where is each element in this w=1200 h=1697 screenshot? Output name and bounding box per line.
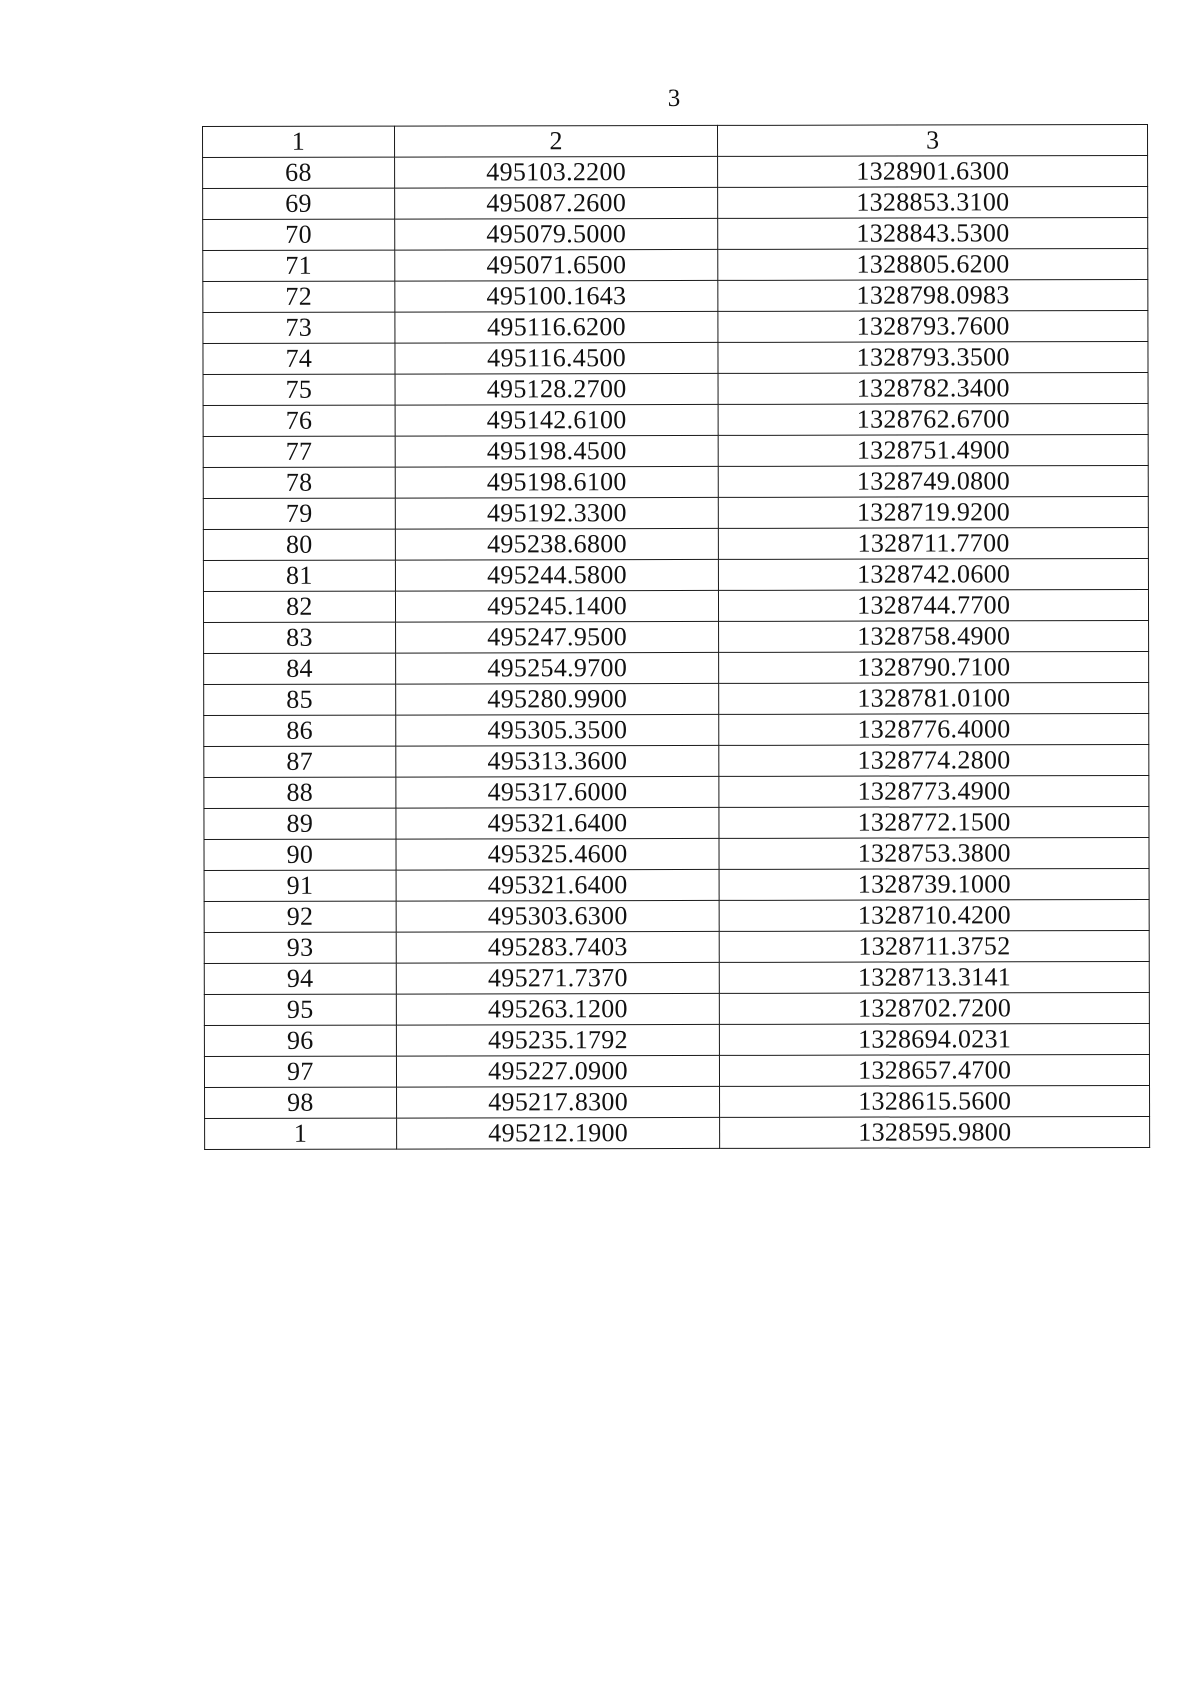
table-row xyxy=(204,993,1149,1026)
x-coordinate-cell: 495198.6100 xyxy=(395,466,719,498)
point-number-cell: 74 xyxy=(203,343,395,374)
y-coordinate-cell: 1328749.0800 xyxy=(719,466,1149,498)
y-coordinate-cell: 1328793.3500 xyxy=(718,342,1148,374)
x-coordinate-cell: 495212.1900 xyxy=(396,1117,720,1149)
x-coordinate-cell: 495238.6800 xyxy=(395,528,719,560)
y-coordinate-cell: 1328719.9200 xyxy=(719,497,1149,529)
x-coordinate-cell: 495103.2200 xyxy=(394,156,718,188)
y-coordinate-cell: 1328702.7200 xyxy=(720,993,1150,1025)
table-row xyxy=(203,280,1148,313)
table-header xyxy=(203,125,1148,158)
y-coordinate-cell: 1328711.3752 xyxy=(720,931,1150,963)
table-row xyxy=(203,187,1148,220)
table-row xyxy=(204,652,1149,685)
y-coordinate-cell: 1328744.7700 xyxy=(719,590,1149,622)
point-number-cell: 81 xyxy=(203,560,395,591)
point-number-cell: 80 xyxy=(203,529,395,560)
x-coordinate-cell: 495227.0900 xyxy=(396,1055,720,1087)
table-row xyxy=(204,714,1149,747)
y-coordinate-cell: 1328793.7600 xyxy=(718,311,1148,343)
table-row xyxy=(204,900,1149,933)
table-row xyxy=(204,1024,1149,1057)
table-row xyxy=(204,683,1149,716)
point-number-cell: 86 xyxy=(204,715,396,746)
x-coordinate-cell: 495280.9900 xyxy=(395,683,719,715)
y-coordinate-cell: 1328853.3100 xyxy=(718,187,1148,219)
table-row xyxy=(203,249,1148,282)
point-number-cell: 78 xyxy=(203,467,395,498)
y-coordinate-cell: 1328742.0600 xyxy=(719,559,1149,591)
x-coordinate-cell: 495235.1792 xyxy=(396,1024,720,1056)
y-coordinate-cell: 1328739.1000 xyxy=(719,869,1149,901)
y-coordinate-cell: 1328657.4700 xyxy=(720,1055,1150,1087)
column-header-x-coordinate: 2 xyxy=(394,125,718,157)
y-coordinate-cell: 1328615.5600 xyxy=(720,1086,1150,1118)
y-coordinate-cell: 1328901.6300 xyxy=(718,156,1148,188)
point-number-cell: 76 xyxy=(203,405,395,436)
point-number-cell: 92 xyxy=(204,901,396,932)
y-coordinate-cell: 1328762.6700 xyxy=(719,404,1149,436)
table-row xyxy=(203,404,1148,437)
y-coordinate-cell: 1328694.0231 xyxy=(720,1024,1150,1056)
y-coordinate-cell: 1328773.4900 xyxy=(719,776,1149,808)
y-coordinate-cell: 1328753.3800 xyxy=(719,838,1149,870)
y-coordinate-cell: 1328843.5300 xyxy=(718,218,1148,250)
x-coordinate-cell: 495321.6400 xyxy=(396,869,720,901)
x-coordinate-cell: 495271.7370 xyxy=(396,962,720,994)
y-coordinate-cell: 1328798.0983 xyxy=(718,280,1148,312)
table-row xyxy=(204,838,1149,871)
table-row xyxy=(203,590,1148,623)
x-coordinate-cell: 495325.4600 xyxy=(396,838,720,870)
x-coordinate-cell: 495321.6400 xyxy=(396,807,720,839)
x-coordinate-cell: 495116.6200 xyxy=(395,311,719,343)
table-row xyxy=(203,559,1148,592)
table-row xyxy=(203,342,1148,375)
y-coordinate-cell: 1328781.0100 xyxy=(719,683,1149,715)
x-coordinate-cell: 495245.1400 xyxy=(395,590,719,622)
table-row xyxy=(204,621,1149,654)
point-number-cell: 88 xyxy=(204,777,396,808)
x-coordinate-cell: 495116.4500 xyxy=(395,342,719,374)
table-row xyxy=(203,497,1148,530)
table-row xyxy=(203,528,1148,561)
x-coordinate-cell: 495142.6100 xyxy=(395,404,719,436)
point-number-cell: 93 xyxy=(204,932,396,963)
table-row xyxy=(203,156,1148,189)
table-row xyxy=(203,466,1148,499)
x-coordinate-cell: 495303.6300 xyxy=(396,900,720,932)
page-number: 3 xyxy=(667,85,681,112)
table-row xyxy=(205,1117,1150,1150)
x-coordinate-cell: 495263.1200 xyxy=(396,993,720,1025)
table-row xyxy=(205,1086,1150,1119)
point-number-cell: 85 xyxy=(204,684,396,715)
x-coordinate-cell: 495217.8300 xyxy=(396,1086,720,1118)
table-row xyxy=(203,435,1148,468)
point-number-cell: 73 xyxy=(203,312,395,343)
point-number-cell: 98 xyxy=(205,1087,397,1118)
table-row xyxy=(204,869,1149,902)
point-number-cell: 95 xyxy=(204,994,396,1025)
y-coordinate-cell: 1328758.4900 xyxy=(719,621,1149,653)
table-row xyxy=(204,1055,1149,1088)
y-coordinate-cell: 1328751.4900 xyxy=(719,435,1149,467)
x-coordinate-cell: 495198.4500 xyxy=(395,435,719,467)
table-row xyxy=(204,962,1149,995)
y-coordinate-cell: 1328711.7700 xyxy=(719,528,1149,560)
x-coordinate-cell: 495100.1643 xyxy=(395,280,719,312)
y-coordinate-cell: 1328772.1500 xyxy=(719,807,1149,839)
y-coordinate-cell: 1328790.7100 xyxy=(719,652,1149,684)
point-number-cell: 94 xyxy=(204,963,396,994)
point-number-cell: 89 xyxy=(204,808,396,839)
y-coordinate-cell: 1328713.3141 xyxy=(720,962,1150,994)
x-coordinate-cell: 495317.6000 xyxy=(396,776,720,808)
table-row xyxy=(204,745,1149,778)
point-number-cell: 83 xyxy=(204,622,396,653)
table-row xyxy=(204,931,1149,964)
point-number-cell: 84 xyxy=(204,653,396,684)
x-coordinate-cell: 495128.2700 xyxy=(395,373,719,405)
point-number-cell: 96 xyxy=(204,1025,396,1056)
table-row xyxy=(203,218,1148,251)
y-coordinate-cell: 1328774.2800 xyxy=(719,745,1149,777)
table-body xyxy=(203,156,1150,1150)
x-coordinate-cell: 495244.5800 xyxy=(395,559,719,591)
point-number-cell: 90 xyxy=(204,839,396,870)
y-coordinate-cell: 1328710.4200 xyxy=(720,900,1150,932)
x-coordinate-cell: 495071.6500 xyxy=(394,249,718,281)
header-row xyxy=(203,125,1148,158)
point-number-cell: 87 xyxy=(204,746,396,777)
point-number-cell: 69 xyxy=(203,188,395,219)
x-coordinate-cell: 495079.5000 xyxy=(394,218,718,250)
column-header-point-number: 1 xyxy=(203,126,395,157)
coordinates-table xyxy=(202,124,1150,1150)
x-coordinate-cell: 495087.2600 xyxy=(394,187,718,219)
point-number-cell: 70 xyxy=(203,219,395,250)
point-number-cell: 71 xyxy=(203,250,395,281)
point-number-cell: 1 xyxy=(205,1118,397,1149)
table-row xyxy=(203,311,1148,344)
table-row xyxy=(204,776,1149,809)
x-coordinate-cell: 495305.3500 xyxy=(395,714,719,746)
point-number-cell: 77 xyxy=(203,436,395,467)
point-number-cell: 91 xyxy=(204,870,396,901)
x-coordinate-cell: 495254.9700 xyxy=(395,652,719,684)
y-coordinate-cell: 1328805.6200 xyxy=(718,249,1148,281)
x-coordinate-cell: 495283.7403 xyxy=(396,931,720,963)
table-row xyxy=(204,807,1149,840)
y-coordinate-cell: 1328782.3400 xyxy=(718,373,1148,405)
point-number-cell: 72 xyxy=(203,281,395,312)
point-number-cell: 75 xyxy=(203,374,395,405)
column-header-y-coordinate: 3 xyxy=(718,125,1148,157)
x-coordinate-cell: 495313.3600 xyxy=(396,745,720,777)
x-coordinate-cell: 495192.3300 xyxy=(395,497,719,529)
y-coordinate-cell: 1328595.9800 xyxy=(720,1117,1150,1149)
y-coordinate-cell: 1328776.4000 xyxy=(719,714,1149,746)
point-number-cell: 68 xyxy=(203,157,395,188)
point-number-cell: 97 xyxy=(204,1056,396,1087)
point-number-cell: 79 xyxy=(203,498,395,529)
table-row xyxy=(203,373,1148,406)
x-coordinate-cell: 495247.9500 xyxy=(395,621,719,653)
point-number-cell: 82 xyxy=(203,591,395,622)
